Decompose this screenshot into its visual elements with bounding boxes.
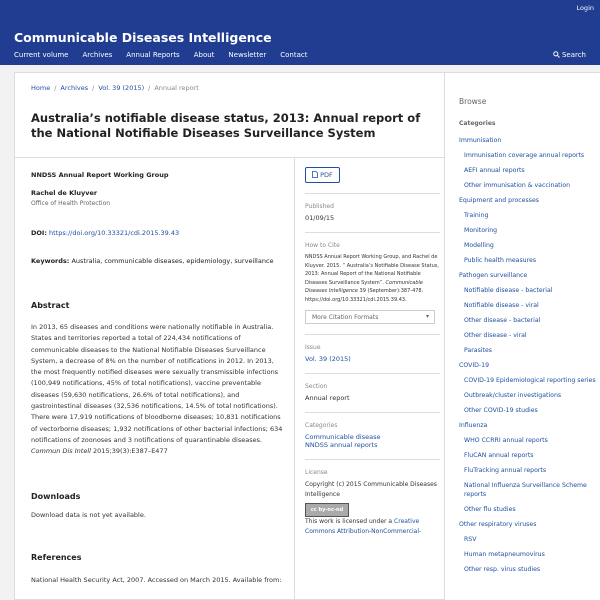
nav-contact[interactable]: Contact xyxy=(280,51,308,59)
divider xyxy=(305,193,440,194)
sidebar-category-link[interactable]: Other COVID-19 studies xyxy=(464,407,538,414)
search-label: Search xyxy=(561,51,586,59)
sidebar-category-link[interactable]: Modelling xyxy=(464,242,494,249)
published-date: 01/09/15 xyxy=(305,214,335,222)
section-label: Section xyxy=(305,383,328,390)
sidebar-category-link[interactable]: Public health measures xyxy=(464,257,537,264)
abstract-cite-tail: 2015;39(3):E387–E477 xyxy=(93,447,168,456)
abstract-cite-journal: Commun Dis Intell xyxy=(31,447,91,456)
section-value: Annual report xyxy=(305,394,350,402)
login-link[interactable]: Login xyxy=(576,4,594,12)
keywords-value: Australia, communicable diseases, epidemiology, surveillance xyxy=(71,257,274,265)
divider xyxy=(305,232,440,233)
breadcrumb-current: Annual report xyxy=(154,84,199,92)
references-heading: References xyxy=(31,552,82,562)
citation-format-dropdown[interactable] xyxy=(305,310,435,324)
category-link[interactable]: Communicable disease xyxy=(305,433,381,441)
reference-item: National Health Security Act, 2007. Accessed on March 2015. Available from: xyxy=(31,575,282,584)
categories-heading: Categories xyxy=(459,120,496,127)
sidebar-category-link[interactable]: Other disease - viral xyxy=(464,332,527,339)
divider xyxy=(15,157,446,158)
license-label: License xyxy=(305,469,328,476)
published-label: Published xyxy=(305,203,334,210)
page-title: Australia’s notifiable disease status, 2013: Annual report of the National Notifiable Diseases Surveillance System xyxy=(31,111,421,140)
browse-heading: Browse xyxy=(459,97,487,106)
sidebar-category-link[interactable]: FluCAN annual reports xyxy=(464,452,534,459)
license-text xyxy=(305,517,440,536)
author-name: Rachel de Kluyver xyxy=(31,189,98,197)
license-prefix: This work is licensed under a xyxy=(305,518,393,525)
nav-current-volume[interactable]: Current volume xyxy=(14,51,69,59)
author-name: NNDSS Annual Report Working Group xyxy=(31,171,169,179)
sidebar-category-link[interactable]: FluTracking annual reports xyxy=(464,467,547,474)
pdf-button[interactable] xyxy=(305,167,340,183)
sidebar-category-link[interactable]: Pathogen surveillance xyxy=(459,272,528,279)
sidebar-category-link[interactable]: Other disease - bacterial xyxy=(464,317,541,324)
keywords-label: Keywords: xyxy=(31,257,70,265)
doi-link[interactable]: https://doi.org/10.33321/cdi.2015.39.43 xyxy=(49,229,180,237)
sidebar-category-link[interactable]: Other respiratory viruses xyxy=(459,520,537,528)
article-panel xyxy=(14,72,445,600)
doi xyxy=(31,229,283,237)
breadcrumb-home[interactable]: Home xyxy=(31,84,51,92)
divider xyxy=(305,412,440,413)
nav-archives[interactable]: Archives xyxy=(82,51,113,59)
breadcrumb-volume[interactable]: Vol. 39 (2015) xyxy=(98,84,145,92)
keywords xyxy=(31,257,283,265)
site-header xyxy=(0,0,600,65)
article-main xyxy=(31,171,283,584)
breadcrumb-archives[interactable]: Archives xyxy=(60,84,89,92)
sidebar-category-link[interactable]: Other resp. virus studies xyxy=(464,565,541,573)
downloads-heading: Downloads xyxy=(31,491,81,501)
sidebar-category-link[interactable]: Training xyxy=(464,212,489,219)
sidebar-category-link[interactable]: WHO CCRRI annual reports xyxy=(464,437,548,444)
column-divider xyxy=(294,157,295,600)
sidebar-category-link[interactable]: Outbreak/cluster investigations xyxy=(464,392,562,399)
downloads-text: Download data is not yet available. xyxy=(31,510,146,519)
article-details xyxy=(305,167,440,536)
issue-link[interactable]: Vol. 39 (2015) xyxy=(305,355,351,363)
search-link[interactable] xyxy=(553,51,586,59)
citation-format-label: More Citation Formats xyxy=(312,314,379,321)
pdf-label: PDF xyxy=(320,171,333,179)
divider xyxy=(305,373,440,374)
sidebar-category-link[interactable]: Immunisation xyxy=(459,137,502,144)
sidebar-category-link[interactable]: Other flu studies xyxy=(464,505,516,513)
sidebar-category-link[interactable]: AEFI annual reports xyxy=(464,167,525,174)
citation-body: NNDSS Annual Report Working Group, and Rachel de Kluyver. 2015. “ Australia’s Notifiable Disease Status, 2013: Annual Report of the National Notifiable Diseases Surveillance System”. xyxy=(305,254,439,286)
abstract-body: In 2013, 65 diseases and conditions were nationally notifiable in Australia. States and territories reported a total of 224,434 notifications of communicable diseases to the National Notifiable Diseases Surveillance System, a decrease of 8% on the number of notifications in 2012. In 2013, the most frequently notified diseases were sexually transmissible infections (100,949 notifications, 45% of total notifications), vaccine preventable diseases (59,630 notifications, 26.6% of total notifications), and gastrointestinal diseases (32,536 notifications, 14.5% of total notifications). There were 17,919 notifications of bloodborne diseases; 10,831 notifications of vectorborne diseases; 1,932 notifications of other bacterial infections; 634 notifications of zoonoses and 3 notifications of quarantinable diseases. xyxy=(31,323,283,444)
citation-text xyxy=(305,253,440,304)
copyright-text: Copyright (c) 2015 Communicable Diseases Intelligence xyxy=(305,481,437,498)
nav-newsletter[interactable]: Newsletter xyxy=(228,51,267,59)
divider xyxy=(305,334,440,335)
sidebar-category-link[interactable]: Other immunisation & vaccination xyxy=(464,182,571,189)
main-nav xyxy=(14,51,322,59)
citation-tail: 39 (September):387-478. https://doi.org/10.33321/cdi.2015.39.43. xyxy=(305,288,424,303)
category-link[interactable]: NNDSS annual reports xyxy=(305,441,378,449)
cc-license-badge[interactable]: cc by-nc-nd xyxy=(305,503,349,517)
sidebar-category-link[interactable]: RSV xyxy=(464,535,477,543)
sidebar-category-link[interactable]: COVID-19 Epidemiological reporting series xyxy=(464,377,596,384)
sidebar-category-link[interactable]: Parasites xyxy=(464,347,492,354)
sidebar-category-link[interactable]: Monitoring xyxy=(464,227,498,234)
author-affiliation: Office of Health Protection xyxy=(31,200,111,207)
file-icon xyxy=(312,171,318,178)
sidebar-category-link[interactable]: Immunisation coverage annual reports xyxy=(464,152,585,159)
breadcrumb: Home / Archives / Vol. 39 (2015) / Annual report xyxy=(31,84,199,92)
nav-about[interactable]: About xyxy=(193,51,215,59)
doi-label: DOI: xyxy=(31,229,47,237)
sidebar-category-link[interactable]: Notifiable disease - viral xyxy=(464,302,539,309)
sidebar xyxy=(445,72,600,600)
sidebar-category-link[interactable]: Human metapneumovirus xyxy=(464,550,545,558)
search-icon xyxy=(553,51,560,58)
cite-label: How to Cite xyxy=(305,242,340,249)
divider xyxy=(305,459,440,460)
sidebar-category-link[interactable]: National Influenza Surveillance Scheme reports xyxy=(464,482,587,498)
sidebar-category-link[interactable]: Influenza xyxy=(459,422,488,429)
category-list xyxy=(459,137,599,581)
sidebar-category-link[interactable]: Notifiable disease - bacterial xyxy=(464,287,553,294)
categories-label: Categories xyxy=(305,422,338,429)
sidebar-category-link[interactable]: Equipment and processes xyxy=(459,197,539,204)
citation-journal: Communicable Diseases Intelligence xyxy=(305,279,424,294)
issue-label: Issue xyxy=(305,344,321,351)
nav-annual-reports[interactable]: Annual Reports xyxy=(126,51,180,59)
abstract-heading: Abstract xyxy=(31,301,70,310)
abstract-text xyxy=(31,322,283,458)
sidebar-category-link[interactable]: COVID-19 xyxy=(459,362,490,369)
site-title[interactable]: Communicable Diseases Intelligence xyxy=(14,30,272,45)
license-link[interactable]: Creative Commons Attribution-NonCommercial- xyxy=(305,518,422,535)
chevron-down-icon: ▾ xyxy=(425,313,429,320)
